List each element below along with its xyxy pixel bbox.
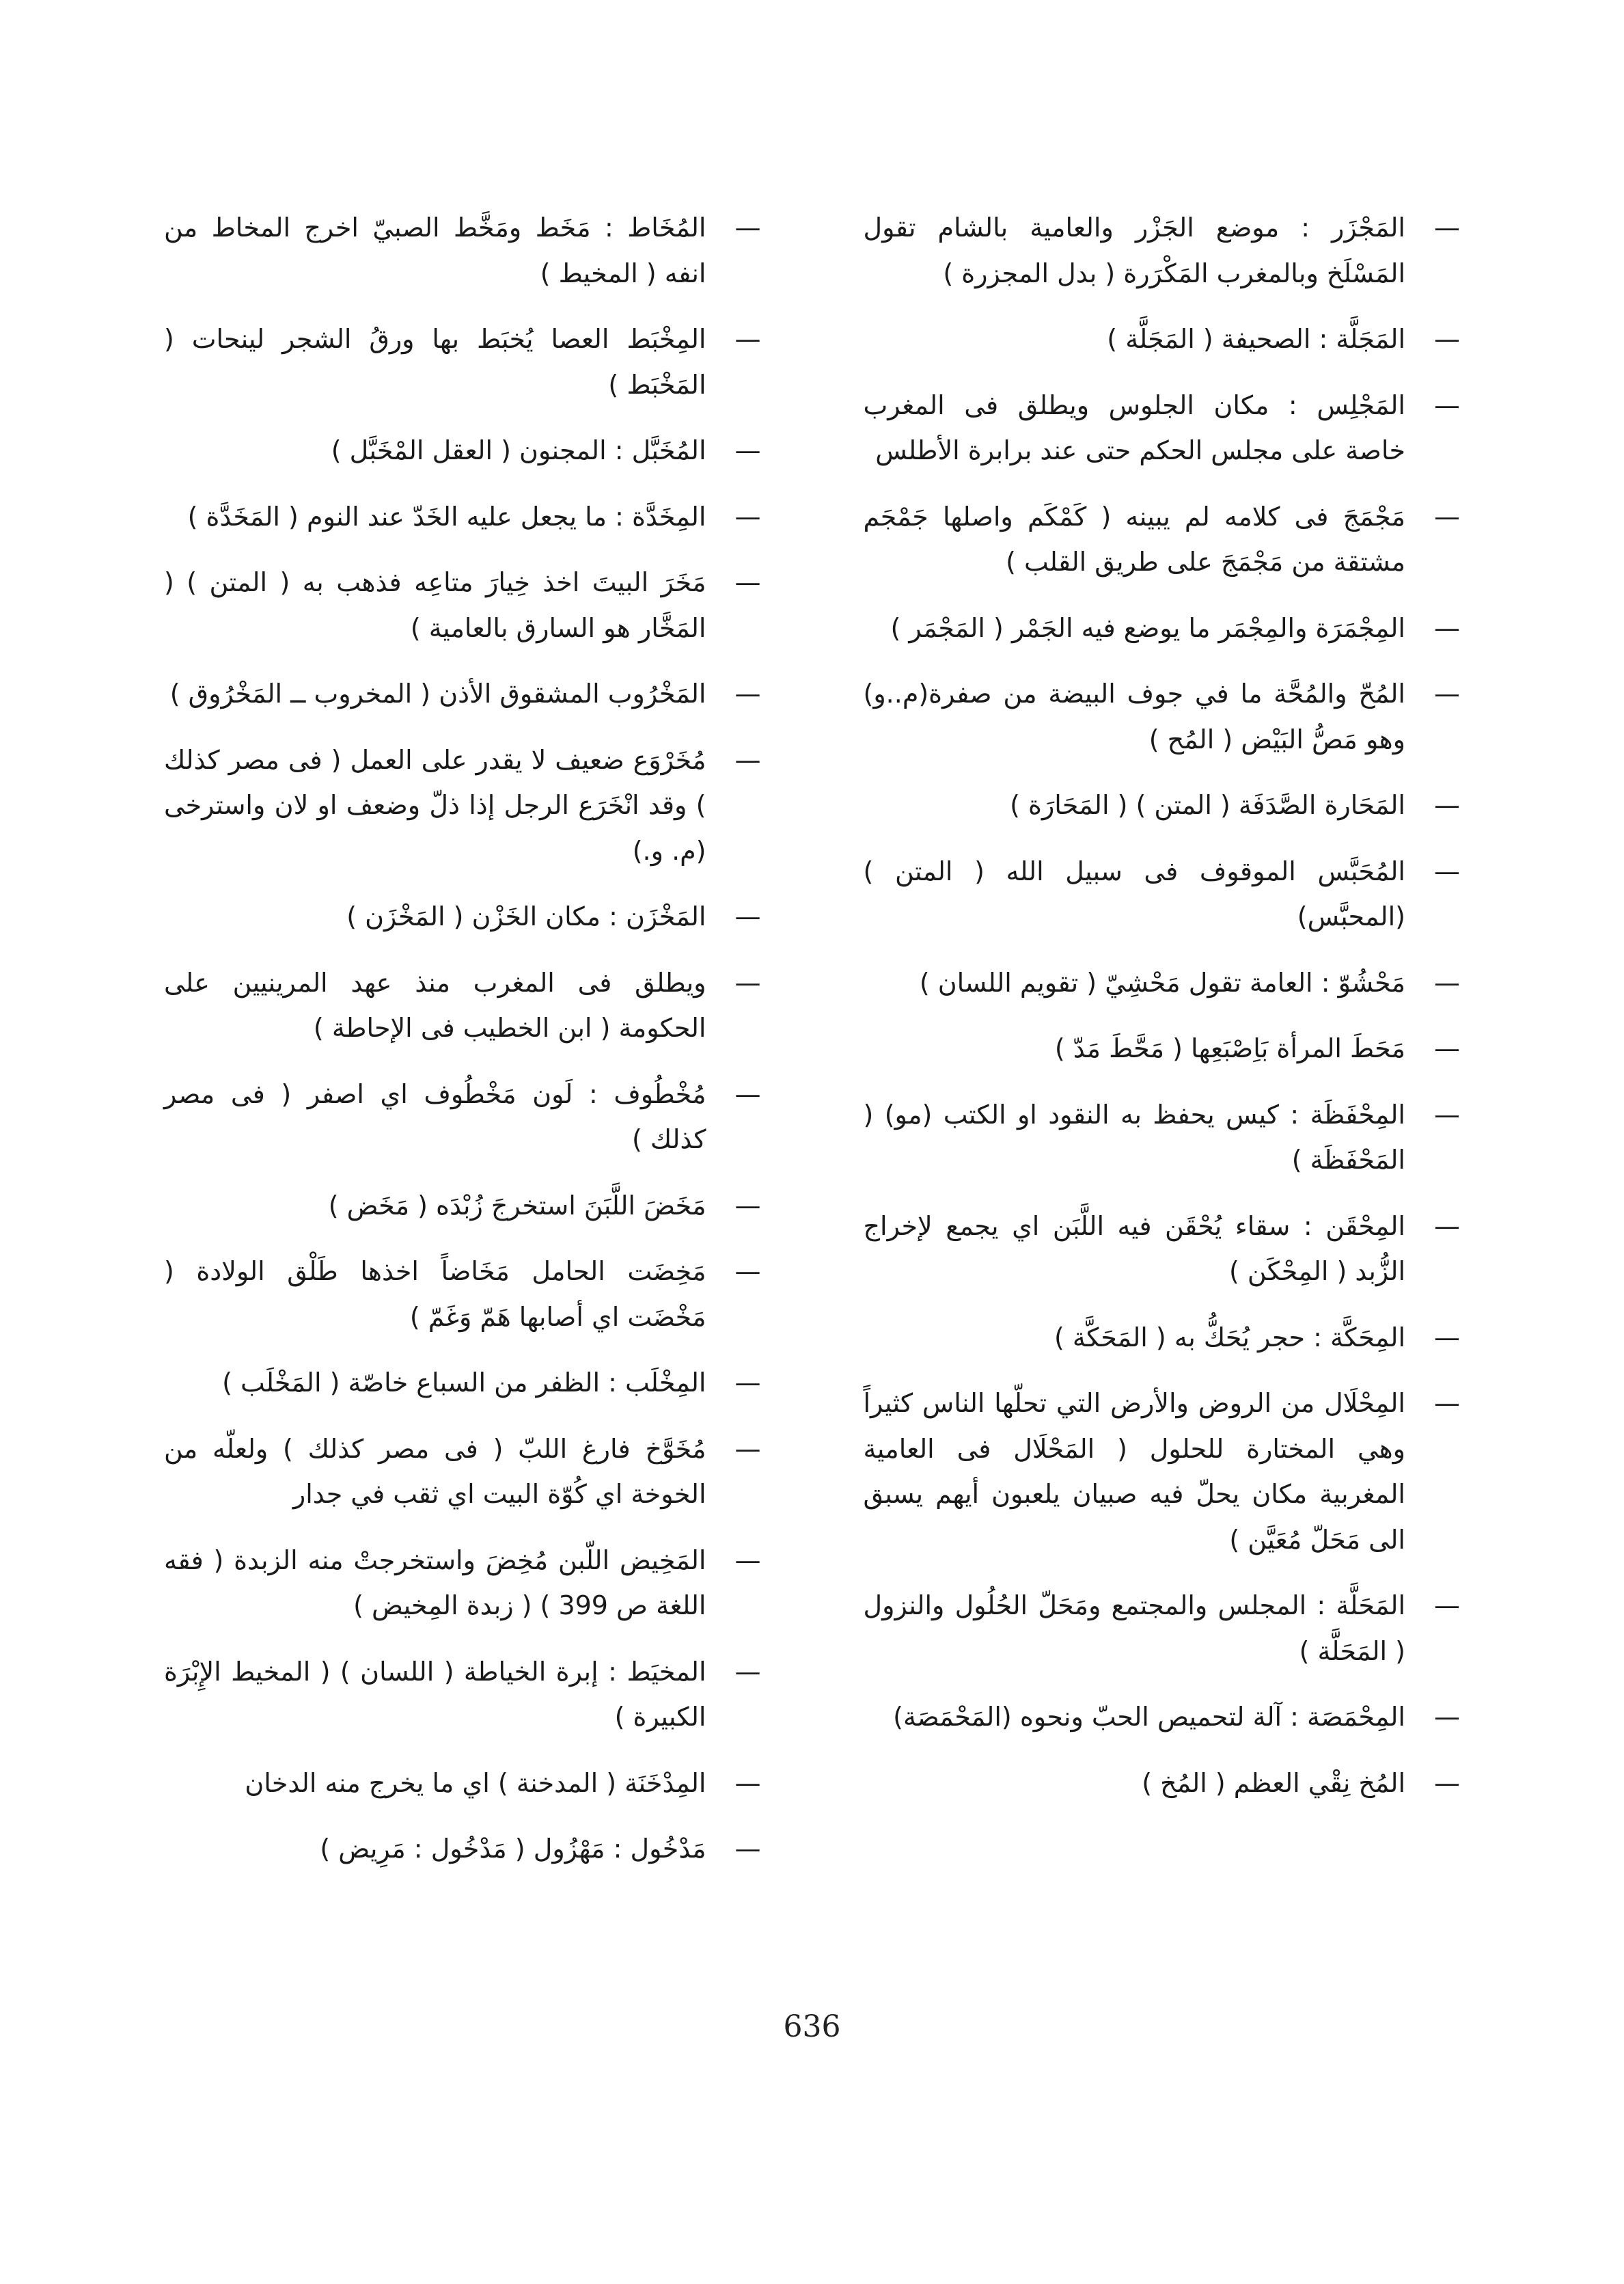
- dictionary-entry: [864, 849, 1461, 940]
- dictionary-entry: [164, 316, 761, 407]
- entry-dash: —: [1434, 1590, 1460, 1620]
- entry-dash: —: [734, 1256, 761, 1286]
- dictionary-entry: [164, 1538, 761, 1629]
- entry-dash: —: [1434, 1702, 1460, 1732]
- entry-text: مَجْمَجَ فى كلامه لم يبينه ( كَمْكَم واصلها جَمْجَم مشتقة من مَجْمَجَ على طريق القلب ): [863, 501, 1405, 577]
- entry-text: المَجْلِس : مكان الجلوس ويطلق فى المغرب خاصة على مجلس الحكم حتى عند برابرة الأطلس: [863, 390, 1405, 465]
- dictionary-entry: [864, 205, 1461, 296]
- dictionary-entry: [164, 737, 761, 874]
- entry-text: المِحْقَن : سقاء يُحْقَن فيه اللَّبَن اي يجمع لإخراج الزُّبد ( المِحْكَن ): [863, 1210, 1405, 1286]
- dictionary-entry: [864, 1026, 1461, 1072]
- entry-text: المِحْمَصَة : آلة لتحميص الحبّ ونحوه (المَحْمَصَة): [893, 1702, 1405, 1732]
- entry-dash: —: [734, 1834, 761, 1864]
- entry-dash: —: [1434, 612, 1460, 643]
- entry-dash: —: [1434, 790, 1460, 820]
- dictionary-entry: [864, 606, 1461, 651]
- entry-text: ويطلق فى المغرب منذ عهد المرينيين على الحكومة ( ابن الخطيب فى الإحاطة ): [164, 967, 706, 1043]
- dictionary-entry: [864, 783, 1461, 828]
- dictionary-entry: [164, 1426, 761, 1517]
- entry-text: المُخ نِقْي العظم ( المُخ ): [1142, 1767, 1405, 1798]
- dictionary-entry: [164, 1249, 761, 1340]
- left-column: [164, 205, 761, 1892]
- entry-dash: —: [1434, 679, 1460, 709]
- entry-dash: —: [734, 501, 761, 532]
- dictionary-entry: [864, 1694, 1461, 1740]
- entry-dash: —: [734, 679, 761, 709]
- dictionary-entry: [164, 671, 761, 717]
- entry-dash: —: [1434, 390, 1460, 420]
- entry-text: مَخِضَت الحامل مَخَاضاً اخذها طَلْق الولادة ( مَخْضَت اي أصابها هَمّ وَغَمّ ): [164, 1256, 706, 1332]
- entry-text: المُخَاط : مَخَط ومَخَّط الصبيّ اخرج المخاط من انفه ( المخيط ): [164, 213, 706, 288]
- entry-text: المِدْخَنَة ( المدخنة ) اي ما يخرج منه الدخان: [245, 1767, 706, 1798]
- dictionary-entry: [164, 1760, 761, 1806]
- dictionary-entry: [864, 316, 1461, 362]
- dictionary-entry: [864, 1760, 1461, 1806]
- entry-dash: —: [734, 1078, 761, 1109]
- entry-text: المُحَبَّس الموقوف فى سبيل الله ( المتن ) (المحبَّس): [863, 856, 1405, 932]
- entry-dash: —: [734, 435, 761, 465]
- entry-text: مُخْطُوف : لَون مَخْطُوف اي اصفر ( فى مصر كذلك ): [164, 1078, 706, 1154]
- entry-dash: —: [734, 1190, 761, 1221]
- entry-text: مُخَرْوَع ضعيف لا يقدر على العمل ( فى مصر كذلك ) وقد انْخَرَع الرجل إذا ذلّ وضعف او لان واسترخى (م. و.): [164, 744, 706, 866]
- entry-dash: —: [1434, 856, 1460, 886]
- dictionary-entry: [864, 494, 1461, 585]
- entry-text: المِخْلَب : الظفر من السباع خاصّة ( المَخْلَب ): [222, 1368, 706, 1398]
- dictionary-entry: [164, 494, 761, 540]
- entry-text: مَخَضَ اللَّبَنَ استخرجَ زُبْدَه ( مَخَض ): [328, 1190, 706, 1221]
- dictionary-entry: [164, 960, 761, 1051]
- entry-dash: —: [734, 1656, 761, 1687]
- entry-text: المَخْرُوب المشقوق الأذن ( المخروب ــ المَخْرُوق ): [169, 679, 706, 709]
- entry-dash: —: [1434, 501, 1460, 532]
- entry-text: المَخِيض اللّبن مُخِضَ واستخرجتْ منه الزبدة ( فقه اللغة ص 399 ) ( زبدة المِخيض ): [164, 1545, 706, 1620]
- entry-text: المخيَط : إبرة الخياطة ( اللسان ) ( المخيط الإِبْرَة الكبيرة ): [164, 1656, 706, 1732]
- entry-text: المَحَارة الصَّدَفَة ( المتن ) ( المَحَارَة ): [1010, 790, 1405, 820]
- entry-text: مَحَطَ المرأة بَاِصْبَعِها ( مَحَّطَ مَدّ ): [1054, 1033, 1405, 1063]
- entry-dash: —: [734, 967, 761, 998]
- dictionary-entry: [164, 205, 761, 296]
- page-number: 636: [783, 2009, 841, 2044]
- entry-text: مَحْشُوّ : العامة تقول مَحْشِيّ ( تقويم اللسان ): [919, 967, 1405, 998]
- entry-dash: —: [734, 1368, 761, 1398]
- entry-dash: —: [734, 744, 761, 775]
- entry-dash: —: [1434, 1322, 1460, 1352]
- entry-dash: —: [734, 901, 761, 932]
- entry-dash: —: [734, 1767, 761, 1798]
- dictionary-entry: [164, 560, 761, 651]
- entry-text: مَخَرَ البيتَ اخذ خِيارَ متاعِه فذهب به ( المتن ) ( المَخَّار هو السارق بالعامية ): [164, 567, 706, 643]
- right-column: [864, 205, 1461, 1892]
- entry-dash: —: [1434, 967, 1460, 998]
- entry-dash: —: [734, 324, 761, 354]
- dictionary-entry: [164, 1826, 761, 1872]
- entry-dash: —: [1434, 324, 1460, 354]
- dictionary-entry: [164, 894, 761, 940]
- entry-text: المِخْبَط العصا يُخبَط بها ورقُ الشجر لينحات ( المَخْبَط ): [164, 324, 706, 400]
- dictionary-entry: [864, 671, 1461, 762]
- entry-text: المِحْفَظَة : كيس يحفظ به النقود او الكتب (مو) ( المَحْفَظَة ): [863, 1099, 1405, 1175]
- dictionary-entry: [164, 1183, 761, 1229]
- dictionary-entry: [864, 1204, 1461, 1294]
- dictionary-entry: [164, 428, 761, 474]
- entry-dash: —: [1434, 1210, 1460, 1241]
- entry-text: المَحَلَّة : المجلس والمجتمع ومَحَلّ الحُلُول والنزول ( المَحَلَّة ): [863, 1590, 1405, 1666]
- entry-text: المُحّ والمُحَّة ما في جوف البيضة من صفرة(م..و) وهو مَصُّ البَيْض ( المُح ): [863, 679, 1405, 754]
- dictionary-entry: [864, 1381, 1461, 1562]
- entry-dash: —: [734, 1433, 761, 1464]
- dictionary-entry: [164, 1360, 761, 1406]
- dictionary-entry: [864, 960, 1461, 1006]
- entry-text: المِحْلَال من الروض والأرض التي تحلّها الناس كثيراً وهي المختارة للحلول ( المَحْلَال فى العامية المغربية مكان يحلّ فيه صبيان يلعبون أيهم يسبق الى مَحَلّ مُعَيَّن ): [863, 1388, 1405, 1555]
- entry-text: المَجَلَّة : الصحيفة ( المَجَلَّة ): [1107, 324, 1405, 354]
- entry-dash: —: [734, 213, 761, 243]
- entry-dash: —: [1434, 1033, 1460, 1063]
- entry-text: مُخَوَّخ فارغ اللبّ ( فى مصر كذلك ) ولعلّه من الخوخة اي كُوّة البيت اي ثقب في جدار: [164, 1433, 706, 1509]
- dictionary-entry: [864, 1092, 1461, 1183]
- dictionary-entry: [864, 1315, 1461, 1361]
- entry-text: المِحَكَّة : حجر يُحَكُّ به ( المَحَكَّة ): [1054, 1322, 1405, 1352]
- entry-dash: —: [734, 1545, 761, 1575]
- entry-dash: —: [1434, 1767, 1460, 1798]
- entry-dash: —: [1434, 1099, 1460, 1130]
- entry-dash: —: [1434, 213, 1460, 243]
- entry-text: المِخَدَّة : ما يجعل عليه الخَدّ عند النوم ( المَخَدَّة ): [187, 501, 706, 532]
- dictionary-entry: [164, 1649, 761, 1740]
- columns: [164, 205, 1460, 1892]
- entry-text: المَجْزَر : موضع الجَزْر والعامية بالشام تقول المَسْلَخ وبالمغرب المَكْرَرة ( بدل المجزرة ): [863, 213, 1405, 288]
- entry-text: المَخْزَن : مكان الخَزْن ( المَخْزَن ): [346, 901, 706, 932]
- dictionary-entry: [864, 383, 1461, 474]
- entry-text: المُخَبَّل : المجنون ( العقل المْخَبَّل ): [331, 435, 706, 465]
- entry-dash: —: [1434, 1388, 1460, 1418]
- entry-text: المِجْمَرَة والمِجْمَر ما يوضع فيه الجَمْر ( المَجْمَر ): [890, 612, 1405, 643]
- dictionary-entry: [864, 1583, 1461, 1674]
- dictionary-entry: [164, 1072, 761, 1163]
- entry-dash: —: [734, 567, 761, 597]
- entry-text: مَدْخُول : مَهْزُول ( مَدْخُول : مَرِيض ): [320, 1834, 706, 1864]
